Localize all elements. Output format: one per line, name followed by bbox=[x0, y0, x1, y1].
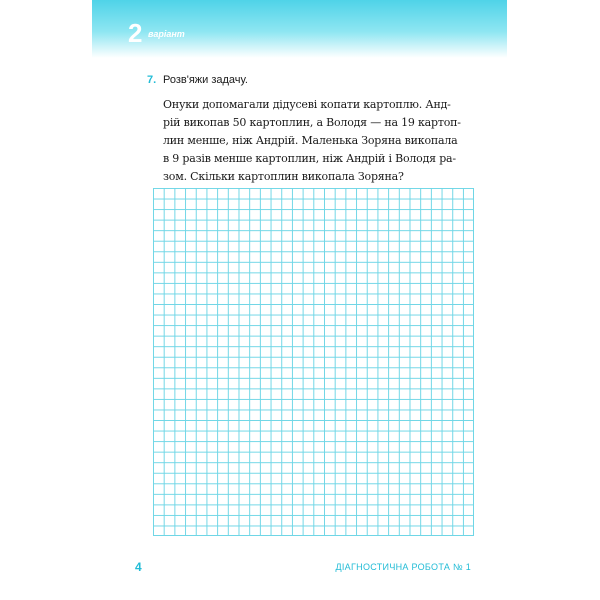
task-text bbox=[163, 96, 479, 186]
task-text-line: лин менше, ніж Андрій. Маленька Зоряна викопала bbox=[163, 134, 458, 147]
variant-number: 2 bbox=[128, 18, 143, 48]
task-text-line: зом. Скільки картоплин викопала Зоряна? bbox=[163, 170, 404, 183]
page-number: 4 bbox=[135, 560, 142, 574]
running-footer-title: ДІАГНОСТИЧНА РОБОТА № 1 bbox=[335, 562, 471, 572]
variant-label: варіант bbox=[148, 29, 185, 39]
task-text-line: Онуки допомагали дідусеві копати картоплю. Анд- bbox=[163, 98, 451, 111]
task-text-line: в 9 разів менше картоплин, ніж Андрій і Володя ра- bbox=[163, 152, 456, 165]
task-number: 7. bbox=[147, 74, 157, 86]
task-text-line: рій викопав 50 картоплин, а Володя — на 19 картоп- bbox=[163, 116, 461, 129]
answer-grid[interactable] bbox=[153, 188, 474, 536]
task-instruction: Розв'яжи задачу. bbox=[163, 74, 248, 86]
